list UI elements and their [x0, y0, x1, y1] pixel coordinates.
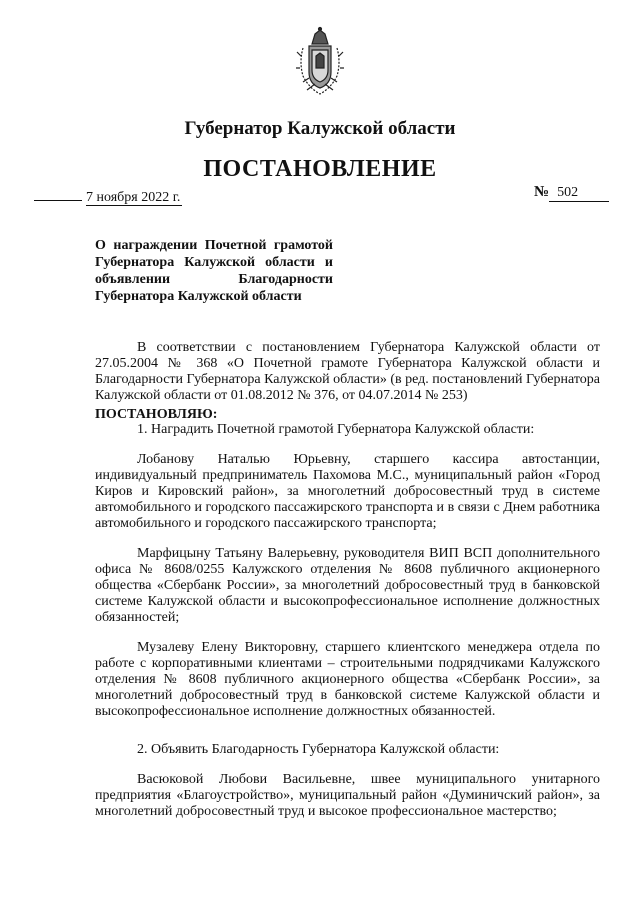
- date-blank-underline: [34, 200, 82, 201]
- decree-subject: О награждении Почетной грамотой Губернатора Калужской области и объявлении Благодарности Губернатора Калужской области: [95, 238, 333, 304]
- gratitude-paragraph-vasyukova: Васюковой Любови Васильевне, швее муниципального унитарного предприятия «Благоустройство», муниципальный район «Думиничский район», за многолетний добросовестный труд и высокое профессиональное мастерство;: [95, 772, 600, 819]
- item-1-heading: 1. Наградить Почетной грамотой Губернатора Калужской области:: [137, 422, 535, 437]
- preamble-paragraph: В соответствии с постановлением Губернатора Калужской области от 27.05.2004 № 368 «О Почетной грамоте Губернатора Калужской области и Благодарности Губернатора Калужской области» (в ред. постановлений Губернатора Калужской области от 01.08.2012 № 376, от 04.07.2014 № 253): [95, 340, 600, 403]
- item-2-heading: 2. Объявить Благодарность Губернатора Калужской области:: [137, 742, 500, 757]
- decree-keyword: ПОСТАНОВЛЯЮ:: [95, 407, 218, 422]
- decree-date: 7 ноября 2022 г.: [86, 190, 181, 205]
- award-paragraph-marfitsyna: Марфицыну Татьяну Валерьевну, руководителя ВИП ВСП дополнительного офиса № 8608/0255 Калужского отделения № 8608 публичного акционерного общества «Сбербанк России», за многолетний добросовестный труд в банковской системе Калужской области и высокопрофессиональное исполнение должностных обязанностей;: [95, 546, 600, 625]
- decree-number: 502: [549, 185, 609, 202]
- number-label: №: [534, 184, 550, 200]
- coat-of-arms-icon: [295, 26, 345, 98]
- decree-date-line: [34, 190, 182, 206]
- award-paragraph-muzaleva: Музалеву Елену Викторовну, старшего клиентского менеджера отдела по работе с корпоративными клиентами – строительными подрядчиками Калужского отделения № 8608 публичного акционерного общества «Сбербанк России», за многолетний добросовестный труд в банковской системе Калужской области и высокопрофессиональное исполнение должностных обязанностей.: [95, 640, 600, 719]
- authority-title: Губернатор Калужской области: [184, 118, 456, 139]
- document-type: ПОСТАНОВЛЕНИЕ: [203, 156, 437, 182]
- award-paragraph-lobanova: Лобанову Наталью Юрьевну, старшего кассира автостанции, индивидуальный предприниматель Пахомова М.С., муниципальный район «Город Киров и Кировский район», за многолетний добросовестный труд в системе автомобильного и городского пассажирского транспорта и в связи с Днем работника автомобильного и городского пассажирского транспорта;: [95, 452, 600, 531]
- decree-number-line: [534, 184, 609, 202]
